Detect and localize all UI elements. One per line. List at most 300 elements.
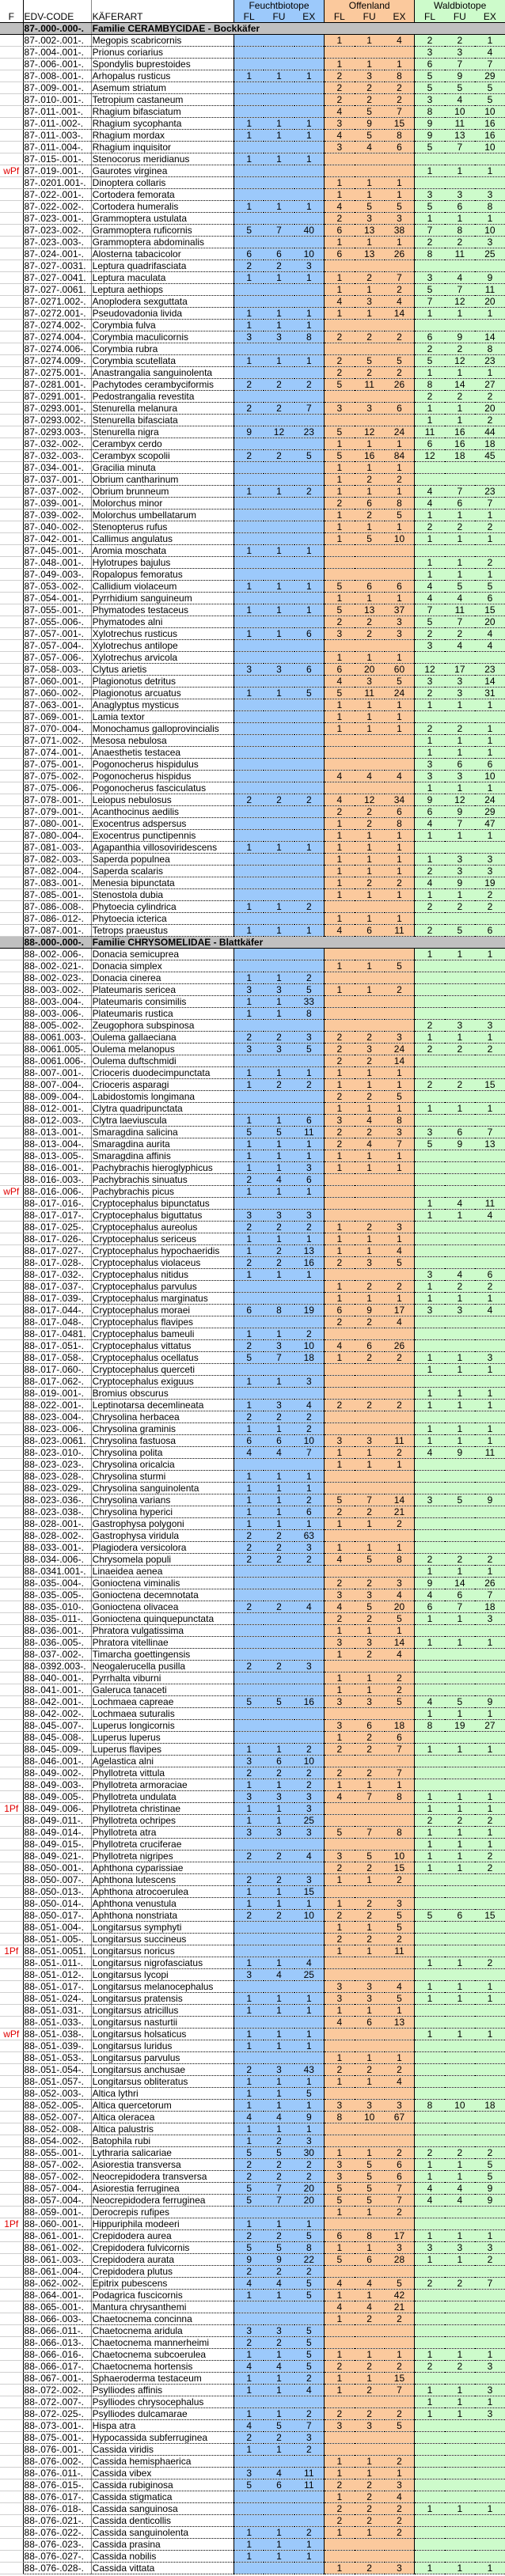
waldbiotope-fu-cell	[445, 1222, 475, 1233]
waldbiotope-ex-cell	[475, 2123, 505, 2135]
waldbiotope-fu-cell: 9	[445, 877, 475, 889]
waldbiotope-ex-cell: 3	[475, 1613, 505, 1625]
protection-flag	[0, 1281, 23, 1293]
waldbiotope-fl-cell	[415, 2468, 445, 2479]
waldbiotope-fu-cell: 6	[445, 1589, 475, 1601]
waldbiotope-fu-cell: 10	[445, 2100, 475, 2112]
offenland-fl-cell: 1	[325, 2385, 355, 2396]
offenland-ex-cell: 1	[385, 1067, 415, 1079]
feuchtbiotope-ex-cell	[294, 747, 325, 759]
offenland-ex-cell: 3	[385, 2479, 415, 2491]
feuchtbiotope-fu-cell: 2	[264, 1554, 294, 1566]
protection-flag	[0, 355, 23, 367]
species-name: Acanthocinus aedilis	[91, 806, 234, 818]
offenland-fl-cell: 1	[325, 877, 355, 889]
edv-code: 88-.061-.004-.	[23, 2266, 91, 2278]
waldbiotope-ex-cell	[475, 1945, 505, 1957]
offenland-fl-cell: 3	[325, 118, 355, 130]
feuchtbiotope-ex-cell: 1	[294, 2029, 325, 2040]
protection-flag	[0, 984, 23, 996]
feuchtbiotope-ex-cell: 6	[294, 1115, 325, 1127]
waldbiotope-fl-cell	[415, 1922, 445, 1934]
offenland-fu-cell: 3	[355, 1696, 385, 1708]
offenland-fu-cell: 1	[355, 1945, 385, 1957]
feuchtbiotope-fu-cell: 2	[264, 2171, 294, 2183]
waldbiotope-ex-cell	[475, 1245, 505, 1257]
waldbiotope-fl-cell: 4	[415, 581, 445, 593]
species-name: Agelastica alni	[91, 1756, 234, 1767]
waldbiotope-ex-cell	[475, 1756, 505, 1767]
feuchtbiotope-ex-cell: 3	[294, 1210, 325, 1222]
waldbiotope-fu-cell	[445, 2088, 475, 2100]
feuchtbiotope-fl-cell: 1	[234, 2100, 264, 2112]
feuchtbiotope-fu-cell: 1	[264, 972, 294, 984]
feuchtbiotope-ex-cell	[294, 759, 325, 771]
species-name: Oulema duftschmidi	[91, 1055, 234, 1067]
feuchtbiotope-ex-cell	[294, 830, 325, 842]
feuchtbiotope-ex-cell	[294, 1566, 325, 1578]
offenland-fl-cell: 5	[325, 379, 355, 391]
waldbiotope-fu-cell: 9	[445, 1447, 475, 1459]
offenland-ex-cell	[385, 260, 415, 272]
offenland-fl-cell	[325, 1839, 355, 1851]
waldbiotope-fu-cell	[445, 1673, 475, 1684]
species-name: Chrysolina hyperici	[91, 1506, 234, 1518]
species-name: Pseudovadonia livida	[91, 308, 234, 320]
offenland-fu-cell: 2	[355, 1613, 385, 1625]
feuchtbiotope-fu-cell	[264, 735, 294, 747]
waldbiotope-ex-cell: 2	[475, 415, 505, 426]
edv-code: 88-.0061.006-.	[23, 1055, 91, 1067]
species-name: Saperda scalaris	[91, 866, 234, 877]
table-row	[0, 391, 505, 403]
offenland-ex-cell: 17	[385, 2230, 415, 2242]
feuchtbiotope-ex-cell: 2	[294, 1423, 325, 1435]
offenland-ex-cell: 4	[385, 2076, 415, 2088]
edv-code: 88-.037-.002-.	[23, 1649, 91, 1661]
waldbiotope-ex-cell: 1	[475, 1981, 505, 1993]
waldbiotope-fl-cell: 1	[415, 2385, 445, 2396]
feuchtbiotope-fu-cell: 1	[264, 153, 294, 165]
edv-code: 88-.061-.002-.	[23, 2242, 91, 2254]
feuchtbiotope-fl-cell: 5	[234, 1352, 264, 1364]
offenland-fu-cell	[355, 2088, 385, 2100]
offenland-ex-cell: 1	[385, 438, 415, 450]
protection-flag	[0, 1566, 23, 1578]
waldbiotope-fl-cell	[415, 1934, 445, 1945]
offenland-fl-cell	[325, 569, 355, 581]
feuchtbiotope-fu-cell	[264, 806, 294, 818]
edv-code: 87-.008-.001-.	[23, 70, 91, 82]
feuchtbiotope-fu-cell	[264, 510, 294, 521]
species-name: Clytra laeviuscula	[91, 1115, 234, 1127]
feuchtbiotope-fu-cell: 1	[264, 2218, 294, 2230]
feuchtbiotope-fu-cell	[264, 2503, 294, 2515]
offenland-fl-cell: 6	[325, 248, 355, 260]
offenland-ex-cell: 17	[385, 1305, 415, 1316]
edv-code: 88-.017-.062-.	[23, 1376, 91, 1388]
species-name: Longitarsus pratensis	[91, 1993, 234, 2005]
protection-flag	[0, 2373, 23, 2385]
offenland-fu-cell: 2	[355, 1400, 385, 1411]
waldbiotope-fl-cell: 6	[415, 438, 445, 450]
feuchtbiotope-fu-cell: 1	[264, 901, 294, 913]
feuchtbiotope-ex-cell: 5	[294, 450, 325, 462]
offenland-ex-cell: 1	[385, 1103, 415, 1115]
feuchtbiotope-fl-cell: 2	[234, 1174, 264, 1186]
offenland-fl-cell	[325, 153, 355, 165]
offenland-fl-cell: 2	[325, 1506, 355, 1518]
offenland-fl-cell: 1	[325, 1542, 355, 1554]
feuchtbiotope-fu-cell: 1	[264, 1186, 294, 1198]
offenland-fl-cell: 1	[325, 533, 355, 545]
table-row	[0, 1459, 505, 1471]
feuchtbiotope-ex-cell	[294, 82, 325, 94]
feuchtbiotope-ex-cell	[294, 1862, 325, 1874]
offenland-ex-cell	[385, 1364, 415, 1376]
protection-flag	[0, 367, 23, 379]
species-name: Cryptocephalus flavipes	[91, 1316, 234, 1328]
offenland-ex-cell	[385, 2432, 415, 2444]
feuchtbiotope-fl-cell	[234, 1459, 264, 1471]
waldbiotope-fl-cell: 1	[415, 367, 445, 379]
waldbiotope-fl-cell: 3	[415, 2242, 445, 2254]
protection-flag	[0, 2195, 23, 2207]
feuchtbiotope-ex-cell	[294, 889, 325, 901]
feuchtbiotope-fu-cell: 1	[264, 1423, 294, 1435]
offenland-ex-cell: 8	[385, 1827, 415, 1839]
feuchtbiotope-fu-cell: 3	[264, 1791, 294, 1803]
species-name: Stenopterus rufus	[91, 521, 234, 533]
species-name: Longitarsus obliteratus	[91, 2076, 234, 2088]
offenland-ex-cell	[385, 782, 415, 794]
protection-flag	[0, 1352, 23, 1364]
feuchtbiotope-ex-cell	[294, 510, 325, 521]
waldbiotope-ex-cell: 11	[475, 1198, 505, 1210]
feuchtbiotope-fu-cell	[264, 711, 294, 723]
offenland-fl-cell: 4	[325, 1601, 355, 1613]
feuchtbiotope-ex-cell: 3	[294, 1032, 325, 1044]
offenland-fu-cell: 2	[355, 331, 385, 343]
waldbiotope-fl-cell	[415, 1945, 445, 1957]
edv-code: 88-.049-.006-.	[23, 1803, 91, 1815]
waldbiotope-fu-cell: 12	[445, 794, 475, 806]
edv-code: 88-.057-.002-.	[23, 2171, 91, 2183]
offenland-ex-cell: 1	[385, 699, 415, 711]
protection-flag	[0, 604, 23, 616]
species-name: Hylotrupes bajulus	[91, 557, 234, 569]
table-row	[0, 901, 505, 913]
protection-flag	[0, 1459, 23, 1471]
protection-flag	[0, 1198, 23, 1210]
feuchtbiotope-ex-cell: 5	[294, 2361, 325, 2373]
waldbiotope-fl-cell: 1	[415, 1032, 445, 1044]
feuchtbiotope-ex-cell	[294, 2017, 325, 2029]
feuchtbiotope-ex-cell	[294, 640, 325, 652]
feuchtbiotope-fl-cell: 3	[234, 331, 264, 343]
column-header-row	[0, 11, 505, 23]
offenland-fl-cell: 3	[325, 1851, 355, 1862]
table-row	[0, 1601, 505, 1613]
offenland-fl-cell: 2	[325, 82, 355, 94]
feuchtbiotope-fl-cell: 1	[234, 2076, 264, 2088]
offenland-fl-cell	[325, 1411, 355, 1423]
offenland-ex-cell: 7	[385, 2183, 415, 2195]
feuchtbiotope-fl-cell: 1	[234, 1815, 264, 1827]
feuchtbiotope-fl-cell: 4	[234, 1447, 264, 1459]
feuchtbiotope-ex-cell	[294, 391, 325, 403]
offenland-ex-cell: 6	[385, 1732, 415, 1744]
waldbiotope-ex-cell	[475, 1483, 505, 1494]
waldbiotope-ex-cell	[475, 1542, 505, 1554]
waldbiotope-ex-cell	[475, 842, 505, 854]
edv-code: 87-.019-.001-.	[23, 165, 91, 177]
feuchtbiotope-ex-cell: 2	[294, 901, 325, 913]
species-name: Neocrepidodera transversa	[91, 2171, 234, 2183]
waldbiotope-fu-cell: 11	[445, 604, 475, 616]
family-flag-cell	[0, 23, 23, 35]
protection-flag	[0, 2325, 23, 2337]
feuchtbiotope-ex-cell	[294, 711, 325, 723]
feuchtbiotope-fu-cell: 1	[264, 2040, 294, 2052]
feuchtbiotope-ex-cell: 5	[294, 2088, 325, 2100]
offenland-fu-cell: 1	[355, 830, 385, 842]
protection-flag	[0, 2527, 23, 2539]
feuchtbiotope-fu-cell	[264, 391, 294, 403]
waldbiotope-fu-cell: 1	[445, 213, 475, 225]
protection-flag	[0, 1174, 23, 1186]
offenland-fu-cell	[355, 2551, 385, 2563]
offenland-fl-cell: 1	[325, 1079, 355, 1091]
feuchtbiotope-fl-cell	[234, 1981, 264, 1993]
table-row	[0, 1945, 505, 1957]
edv-code: 87-.054-.001-.	[23, 593, 91, 604]
offenland-fu-cell	[355, 901, 385, 913]
column-header-fu: FU	[355, 11, 385, 23]
offenland-fu-cell: 5	[355, 355, 385, 367]
protection-flag	[0, 949, 23, 960]
protection-flag	[0, 901, 23, 913]
feuchtbiotope-ex-cell	[294, 1198, 325, 1210]
edv-code: 88-.076-.001-.	[23, 2444, 91, 2456]
offenland-fl-cell	[325, 1969, 355, 1981]
feuchtbiotope-ex-cell: 5	[294, 2325, 325, 2337]
waldbiotope-fl-cell: 1	[415, 1744, 445, 1756]
species-name: Cryptocephalus biguttatus	[91, 1210, 234, 1222]
waldbiotope-fu-cell	[445, 260, 475, 272]
species-name: Pedostrangalia revestita	[91, 391, 234, 403]
species-name: Longitarsus symphyti	[91, 1922, 234, 1934]
waldbiotope-ex-cell: 1	[475, 533, 505, 545]
offenland-fu-cell: 3	[355, 296, 385, 308]
feuchtbiotope-fl-cell: 1	[234, 1008, 264, 1020]
species-name: Grammoptera ustulata	[91, 213, 234, 225]
feuchtbiotope-fl-cell: 1	[234, 130, 264, 142]
offenland-fu-cell	[355, 391, 385, 403]
edv-code: 87-.075-.006-.	[23, 782, 91, 794]
table-row	[0, 498, 505, 510]
waldbiotope-fl-cell: 5	[415, 1138, 445, 1150]
waldbiotope-fu-cell: 3	[445, 866, 475, 877]
offenland-fu-cell: 1	[355, 699, 385, 711]
offenland-fu-cell: 1	[355, 462, 385, 474]
offenland-ex-cell: 1	[385, 1779, 415, 1791]
protection-flag	[0, 225, 23, 237]
species-name: Chrysolina varians	[91, 1494, 234, 1506]
offenland-fl-cell: 1	[325, 272, 355, 284]
waldbiotope-fu-cell	[445, 545, 475, 557]
waldbiotope-ex-cell	[475, 711, 505, 723]
waldbiotope-ex-cell: 20	[475, 403, 505, 415]
protection-flag	[0, 2337, 23, 2349]
feuchtbiotope-fl-cell: 1	[234, 320, 264, 331]
feuchtbiotope-ex-cell: 63	[294, 1530, 325, 1542]
feuchtbiotope-fu-cell	[264, 759, 294, 771]
group-header-feuchtbiotope: Feuchtbiotope	[234, 0, 324, 11]
feuchtbiotope-ex-cell	[294, 2563, 325, 2574]
table-row	[0, 1411, 505, 1423]
feuchtbiotope-fl-cell: 2	[234, 2171, 264, 2183]
edv-code: 87-.081-.003-.	[23, 842, 91, 854]
waldbiotope-fl-cell	[415, 2420, 445, 2432]
feuchtbiotope-fl-cell: 1	[234, 1471, 264, 1483]
feuchtbiotope-ex-cell	[294, 498, 325, 510]
feuchtbiotope-fl-cell: 1	[234, 308, 264, 320]
feuchtbiotope-fl-cell: 1	[234, 901, 264, 913]
edv-code: 87-.039-.002-.	[23, 510, 91, 521]
species-name: Plateumaris consimilis	[91, 996, 234, 1008]
offenland-fl-cell	[325, 1661, 355, 1673]
feuchtbiotope-fu-cell: 7	[264, 225, 294, 237]
waldbiotope-fl-cell	[415, 2123, 445, 2135]
waldbiotope-fu-cell	[445, 1542, 475, 1554]
waldbiotope-ex-cell: 1	[475, 1293, 505, 1305]
protection-flag: wPf	[0, 1186, 23, 1198]
feuchtbiotope-ex-cell: 2	[294, 1222, 325, 1233]
column-header-code: EDV-CODE	[23, 11, 91, 23]
waldbiotope-fl-cell	[415, 984, 445, 996]
feuchtbiotope-fl-cell	[234, 2052, 264, 2064]
waldbiotope-fl-cell	[415, 153, 445, 165]
offenland-fl-cell	[325, 1269, 355, 1281]
feuchtbiotope-ex-cell	[294, 521, 325, 533]
feuchtbiotope-ex-cell: 4	[294, 1601, 325, 1613]
offenland-fl-cell	[325, 1174, 355, 1186]
offenland-fu-cell: 3	[355, 2420, 385, 2432]
waldbiotope-fl-cell	[415, 2290, 445, 2301]
offenland-ex-cell: 5	[385, 1091, 415, 1103]
table-row	[0, 1281, 505, 1293]
waldbiotope-ex-cell: 1	[475, 1744, 505, 1756]
feuchtbiotope-ex-cell: 1	[294, 355, 325, 367]
waldbiotope-fu-cell: 1	[445, 2503, 475, 2515]
feuchtbiotope-fl-cell	[234, 284, 264, 296]
offenland-fu-cell: 1	[355, 984, 385, 996]
offenland-ex-cell: 2	[385, 2313, 415, 2325]
edv-code: 88-.009-.004-.	[23, 1091, 91, 1103]
protection-flag	[0, 2278, 23, 2290]
feuchtbiotope-ex-cell: 1	[294, 1067, 325, 1079]
table-row	[0, 593, 505, 604]
waldbiotope-fl-cell	[415, 842, 445, 854]
table-row	[0, 1756, 505, 1767]
feuchtbiotope-fl-cell: 5	[234, 1127, 264, 1138]
waldbiotope-fu-cell	[445, 1055, 475, 1067]
feuchtbiotope-fu-cell: 1	[264, 118, 294, 130]
feuchtbiotope-ex-cell	[294, 165, 325, 177]
offenland-ex-cell	[385, 1328, 415, 1340]
species-name: Callimus angulatus	[91, 533, 234, 545]
offenland-ex-cell: 5	[385, 2420, 415, 2432]
feuchtbiotope-fu-cell: 2	[264, 403, 294, 415]
table-row	[0, 70, 505, 82]
offenland-fl-cell: 5	[325, 426, 355, 438]
waldbiotope-ex-cell: 1	[475, 1803, 505, 1815]
feuchtbiotope-fl-cell: 1	[234, 1245, 264, 1257]
offenland-fu-cell: 2	[355, 1316, 385, 1328]
table-row	[0, 1055, 505, 1067]
feuchtbiotope-fl-cell	[234, 1103, 264, 1115]
feuchtbiotope-ex-cell: 30	[294, 2147, 325, 2159]
feuchtbiotope-ex-cell	[294, 1589, 325, 1601]
offenland-fl-cell: 1	[325, 2147, 355, 2159]
feuchtbiotope-ex-cell: 1	[294, 1471, 325, 1483]
waldbiotope-fu-cell: 16	[445, 438, 475, 450]
protection-flag	[0, 379, 23, 391]
feuchtbiotope-fu-cell: 4	[264, 1447, 294, 1459]
waldbiotope-ex-cell	[475, 2373, 505, 2385]
feuchtbiotope-fl-cell: 2	[234, 1601, 264, 1613]
species-name: Pachybrachis sinuatus	[91, 1174, 234, 1186]
table-row	[0, 699, 505, 711]
protection-flag	[0, 854, 23, 866]
offenland-fl-cell: 3	[325, 2171, 355, 2183]
offenland-fl-cell: 1	[325, 1150, 355, 1162]
offenland-fu-cell: 1	[355, 1103, 385, 1115]
feuchtbiotope-fu-cell: 2	[264, 2159, 294, 2171]
feuchtbiotope-fu-cell	[264, 1281, 294, 1293]
offenland-ex-cell: 1	[385, 1150, 415, 1162]
feuchtbiotope-fl-cell	[234, 1316, 264, 1328]
offenland-fl-cell: 6	[325, 1305, 355, 1316]
offenland-fl-cell: 1	[325, 438, 355, 450]
table-row	[0, 830, 505, 842]
species-name: Stenocorus meridianus	[91, 153, 234, 165]
waldbiotope-fl-cell: 1	[415, 2254, 445, 2266]
feuchtbiotope-fu-cell	[264, 94, 294, 106]
feuchtbiotope-fu-cell: 3	[264, 1044, 294, 1055]
species-name: Cassida denticollis	[91, 2515, 234, 2527]
offenland-ex-cell	[385, 1969, 415, 1981]
feuchtbiotope-fu-cell: 1	[264, 1150, 294, 1162]
edv-code: 87-.023-.002-.	[23, 225, 91, 237]
feuchtbiotope-fl-cell	[234, 438, 264, 450]
offenland-fl-cell: 1	[325, 711, 355, 723]
waldbiotope-ex-cell: 1	[475, 1566, 505, 1578]
edv-code: 88-.052-.008-.	[23, 2123, 91, 2135]
feuchtbiotope-fu-cell: 3	[264, 1400, 294, 1411]
waldbiotope-fl-cell	[415, 1732, 445, 1744]
protection-flag	[0, 1874, 23, 1886]
species-name: Stenostola dubia	[91, 889, 234, 901]
table-row	[0, 866, 505, 877]
species-name: Phyllotreta atra	[91, 1827, 234, 1839]
waldbiotope-fu-cell: 10	[445, 106, 475, 118]
edv-code: 87-.010-.001-.	[23, 94, 91, 106]
offenland-fl-cell: 1	[325, 1625, 355, 1637]
edv-code: 88-.049-.003-.	[23, 1779, 91, 1791]
feuchtbiotope-fu-cell: 2	[264, 1530, 294, 1542]
